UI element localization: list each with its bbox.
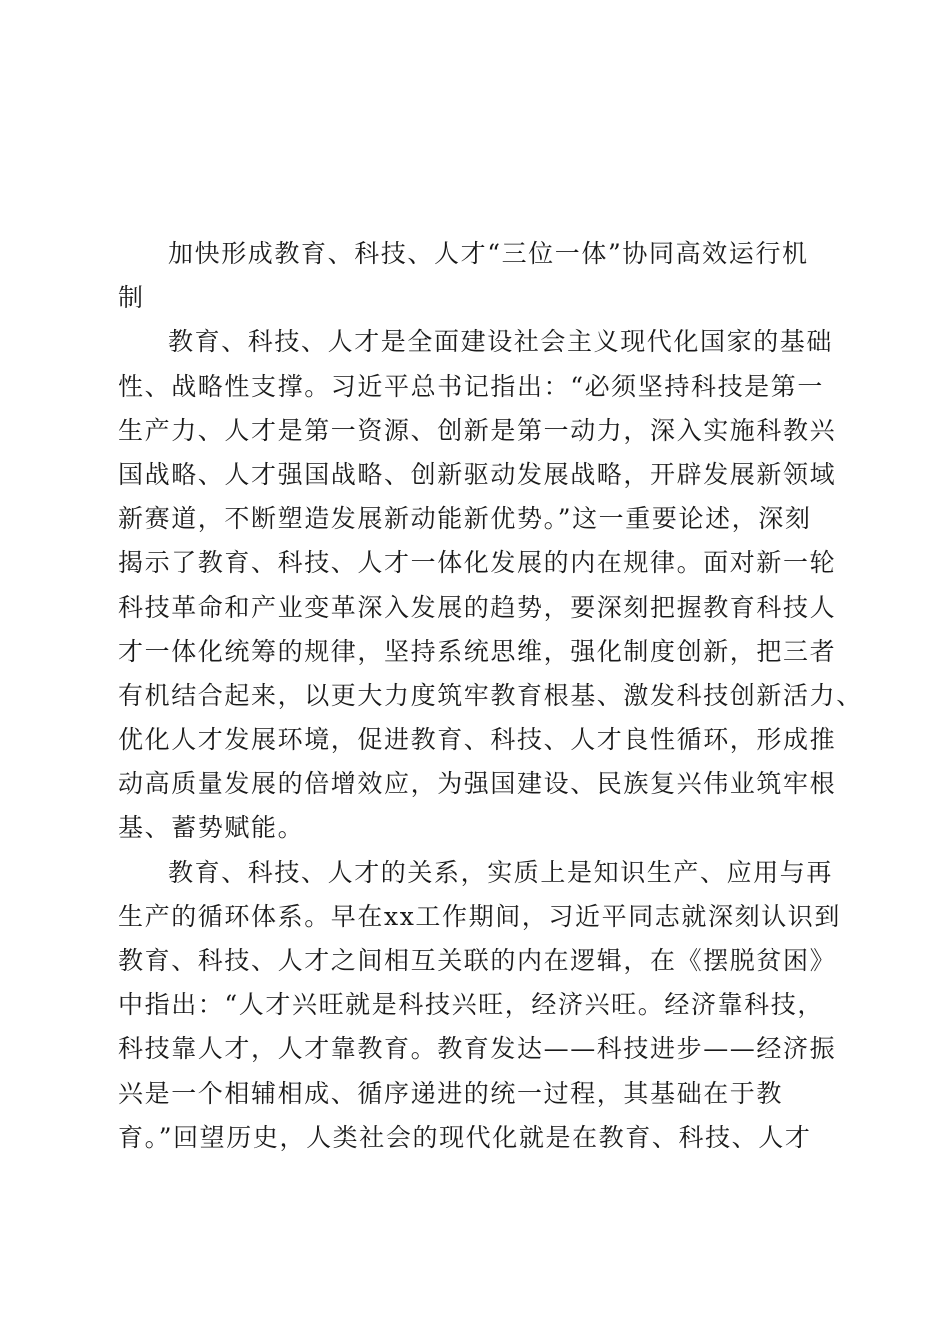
paragraph-2 (118, 851, 842, 1160)
paragraph-line: 动高质量发展的倍增效应，为强国建设、民族复兴伟业筑牢根 (118, 769, 837, 799)
paragraph-line: 生产力、人才是第一资源、创新是第一动力，深入实施科教兴 (118, 415, 837, 445)
document-title (118, 232, 838, 320)
paragraph-line: 教育、科技、人才是全面建设社会主义现代化国家的基础 (168, 327, 834, 357)
paragraph-1 (118, 320, 863, 850)
paragraph-line: 揭示了教育、科技、人才一体化发展的内在规律。面对新一轮 (118, 548, 837, 578)
paragraph-line: 生产的循环体系。早在xx工作期间，习近平同志就深刻认识到 (118, 901, 842, 931)
title-line: 加快形成教育、科技、人才“三位一体”协同高效运行机 (168, 239, 809, 268)
paragraph-line: 基、蓄势赋能。 (118, 813, 305, 843)
paragraph-line: 优化人才发展环境，促进教育、科技、人才良性循环，形成推 (118, 725, 837, 755)
paragraph-line: 有机结合起来，以更大力度筑牢教育根基、激发科技创新活力、 (118, 680, 863, 710)
paragraph-line: 国战略、人才强国战略、创新驱动发展战略，开辟发展新领域 (118, 459, 837, 489)
paragraph-line: 科技靠人才，人才靠教育。教育发达——科技进步——经济振 (118, 1034, 837, 1064)
title-line: 制 (118, 283, 145, 313)
paragraph-line: 教育、科技、人才之间相互关联的内在逻辑，在《摆脱贫困》 (118, 946, 837, 975)
paragraph-line: 中指出：“人才兴旺就是科技兴旺，经济兴旺。经济靠科技， (118, 990, 824, 1020)
paragraph-line: 教育、科技、人才的关系，实质上是知识生产、应用与再 (168, 857, 834, 887)
paragraph-line: 性、战略性支撑。习近平总书记指出：“必须坚持科技是第一 (118, 371, 824, 401)
paragraph-line: 科技革命和产业变革深入发展的趋势，要深刻把握教育科技人 (118, 592, 837, 622)
document-body (118, 232, 863, 1160)
paragraph-line: 新赛道，不断塑造发展新动能新优势。”这一重要论述，深刻 (118, 504, 812, 534)
paragraph-line: 育。”回望历史，人类社会的现代化就是在教育、科技、人才 (118, 1122, 812, 1152)
paragraph-line: 兴是一个相辅相成、循序递进的统一过程，其基础在于教 (118, 1078, 784, 1108)
paragraph-line: 才一体化统筹的规律，坚持系统思维，强化制度创新，把三者 (118, 636, 837, 666)
